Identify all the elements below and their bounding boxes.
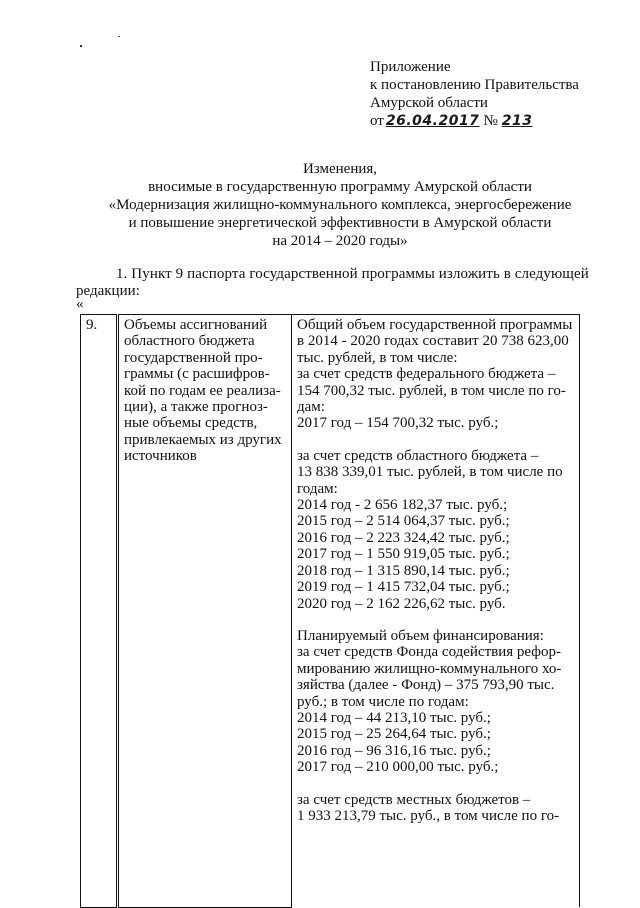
content-line: 2016 год – 2 223 324,42 тыс. руб.; — [297, 529, 510, 546]
content-line: 2016 год – 96 316,16 тыс. руб.; — [297, 742, 491, 759]
title-line: и повышение энергетической эффективности в Амурской области — [128, 215, 552, 231]
content-text — [297, 317, 574, 824]
content-line: мированию жилищно-коммунального хо- — [297, 660, 562, 677]
content-line: 2015 год – 2 514 064,37 тыс. руб.; — [297, 513, 510, 530]
number-label: № — [483, 113, 498, 129]
content-line: 2017 год – 210 000,00 тыс. руб.; — [297, 759, 499, 776]
label-line: государственной про- — [124, 349, 263, 366]
document-title — [80, 160, 600, 250]
from-label: от — [370, 113, 384, 129]
label-cell — [118, 315, 292, 908]
title-line: «Модернизация жилищно-коммунального комплекса, энергосбережение — [108, 197, 572, 213]
content-line: руб.; в том числе по годам: — [297, 693, 469, 710]
blank-line — [297, 776, 574, 792]
appendix-date-line — [370, 112, 579, 130]
appendix-header — [370, 58, 579, 130]
content-line: за счет средств областного бюджета – — [297, 447, 539, 464]
label-line: ции), а также прогноз- — [124, 399, 268, 416]
label-line: ные объемы средств, — [124, 415, 258, 432]
content-line: 2015 год – 25 264,64 тыс. руб.; — [297, 726, 491, 743]
blank-line — [297, 432, 574, 448]
scan-speck — [80, 45, 82, 47]
content-line: 2017 год – 154 700,32 тыс. руб.; — [297, 415, 499, 432]
label-line: областного бюджета — [124, 333, 255, 350]
content-line: тыс. рублей, в том числе: — [297, 349, 458, 366]
scan-speck — [118, 36, 120, 37]
title-line: на 2014 – 2020 годы» — [272, 233, 408, 249]
content-line: 2014 год – 44 213,10 тыс. руб.; — [297, 709, 491, 726]
handwritten-date: 26.04.2017 — [385, 113, 480, 129]
label-line: источников — [124, 448, 197, 465]
content-line: годам: — [297, 480, 338, 497]
label-line: привлекаемых из других — [124, 431, 282, 448]
content-line: за счет средств местных бюджетов – — [297, 791, 531, 808]
content-line: Общий объем государственной программы — [297, 317, 573, 333]
handwritten-number: 213 — [501, 113, 533, 129]
label-line: граммы (с расшифров- — [124, 366, 270, 383]
content-line: за счет средств Фонда содействия рефор- — [297, 644, 561, 661]
content-line: в 2014 - 2020 годах составит 20 738 623,00 — [297, 333, 569, 350]
appendix-line: к постановлению Правительства — [370, 77, 579, 93]
content-line: 2014 год - 2 656 182,37 тыс. руб.; — [297, 497, 508, 514]
content-line: за счет средств федерального бюджета – — [297, 366, 556, 383]
item-number-cell — [81, 315, 118, 908]
appendix-line: Приложение — [370, 59, 451, 75]
title-line: Изменения, — [302, 161, 378, 177]
paragraph-line: 1. Пункт 9 паспорта государственной программы изложить в следующей — [116, 266, 589, 282]
appendix-line: Амурской области — [370, 95, 488, 111]
label-text — [124, 317, 286, 465]
label-line: кой по годам ее реализа- — [124, 382, 281, 399]
item-number: 9. — [86, 317, 98, 333]
passport-table — [80, 314, 580, 908]
table-row — [81, 315, 580, 908]
content-line: 2017 год – 1 550 919,05 тыс. руб.; — [297, 546, 510, 563]
content-line: 2020 год – 2 162 226,62 тыс. руб. — [297, 595, 506, 612]
content-line: 2018 год – 1 315 890,14 тыс. руб.; — [297, 562, 510, 579]
content-line: 154 700,32 тыс. рублей, в том числе по го- — [297, 382, 566, 399]
content-line: Планируемый объем финансирования: — [297, 627, 544, 644]
content-cell — [292, 315, 580, 908]
content-line: 1 933 213,79 тыс. руб., в том числе по го- — [297, 807, 560, 824]
content-line: 13 838 339,01 тыс. рублей, в том числе по — [297, 464, 563, 481]
content-line: дам: — [297, 399, 325, 416]
label-line: Объемы ассигнований — [124, 317, 268, 333]
content-line: 2019 год – 1 415 732,04 тыс. руб.; — [297, 579, 510, 596]
title-line: вносимые в государственную программу Амурской области — [148, 179, 532, 195]
content-line: зяйства (далее - Фонд) – 375 793,90 тыс. — [297, 677, 555, 694]
blank-line — [297, 612, 574, 628]
paragraph-line: редакции: — [76, 283, 140, 299]
amendment-paragraph — [76, 266, 602, 300]
open-quote: « — [76, 296, 84, 312]
